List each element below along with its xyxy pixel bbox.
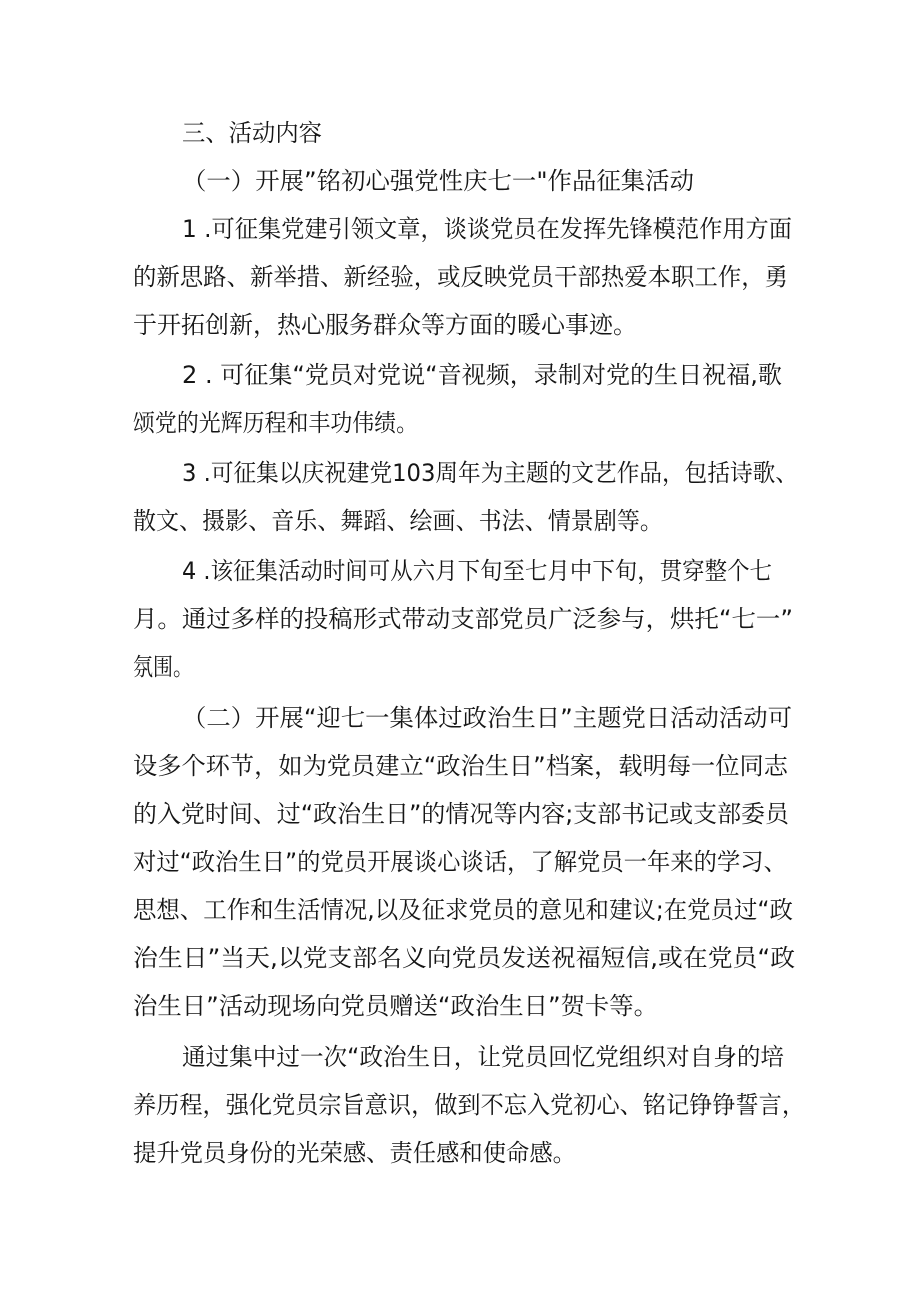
closing-line-1: 通过集中过一次“政治生日，让党员回忆党组织对自身的培 — [182, 1043, 785, 1071]
subsection-2-line-2: 设多个环节，如为党员建立“政治生日”档案，载明每一位同志 — [133, 752, 788, 780]
subsection-1-title: （一）开展”铭初心强党性庆七一"作品征集活动 — [182, 167, 694, 195]
item-1-line-3: 于开拓创新，热心服务群众等方面的暖心事迹。 — [133, 311, 637, 339]
section-heading: 三、活动内容 — [182, 119, 322, 147]
item-1-line-2: 的新思路、新举措、新经验，或反映党员干部热爱本职工作，勇 — [133, 263, 788, 291]
subsection-2-line-4: 对过“政治生日”的党员开展谈心谈话，了解党员一年来的学习、 — [133, 848, 787, 876]
item-2-line-1: 2 . 可征集“党员对党说“音视频，录制对党的生日祝福,歌 — [182, 361, 782, 389]
item-2-line-2: 颂党的光辉历程和丰功伟绩。 — [133, 409, 419, 437]
item-3-line-2: 散文、摄影、音乐、舞蹈、绘画、书法、情景剧等。 — [133, 507, 663, 535]
item-1-line-1: 1 .可征集党建引领文章，谈谈党员在发挥先锋模范作用方面 — [182, 215, 792, 243]
subsection-2-line-5: 思想、工作和生活情况,以及征求党员的意见和建议;在党员过“政 — [133, 896, 793, 924]
subsection-2-line-7: 治生日”活动现场向党员赠送“政治生日”贺卡等。 — [133, 992, 659, 1020]
item-4-line-3: 氛围。 — [133, 653, 193, 681]
closing-line-2: 养历程，强化党员宗旨意识，做到不忘入党初心、铭记铮铮誓言， — [133, 1091, 805, 1119]
subsection-2-line-1: （二）开展“迎七一集体过政治生日”主题党日活动活动可 — [182, 704, 793, 732]
item-4-line-1: 4 .该征集活动时间可从六月下旬至七月中下旬，贯穿整个七 — [182, 557, 772, 585]
item-4-line-2: 月。通过多样的投稿形式带动支部党员广泛参与，烘托“七一” — [133, 605, 793, 633]
item-3-line-1: 3 .可征集以庆祝建党103周年为主题的文艺作品，包括诗歌、 — [182, 459, 799, 487]
closing-line-3: 提升党员身份的光荣感、责任感和使命感。 — [133, 1139, 577, 1167]
subsection-2-line-6: 治生日”当天,以党支部名义向党员发送祝福短信,或在党员“政 — [133, 944, 796, 972]
subsection-2-line-3: 的入党时间、过“政治生日”的情况等内容;支部书记或支部委员 — [133, 800, 789, 828]
